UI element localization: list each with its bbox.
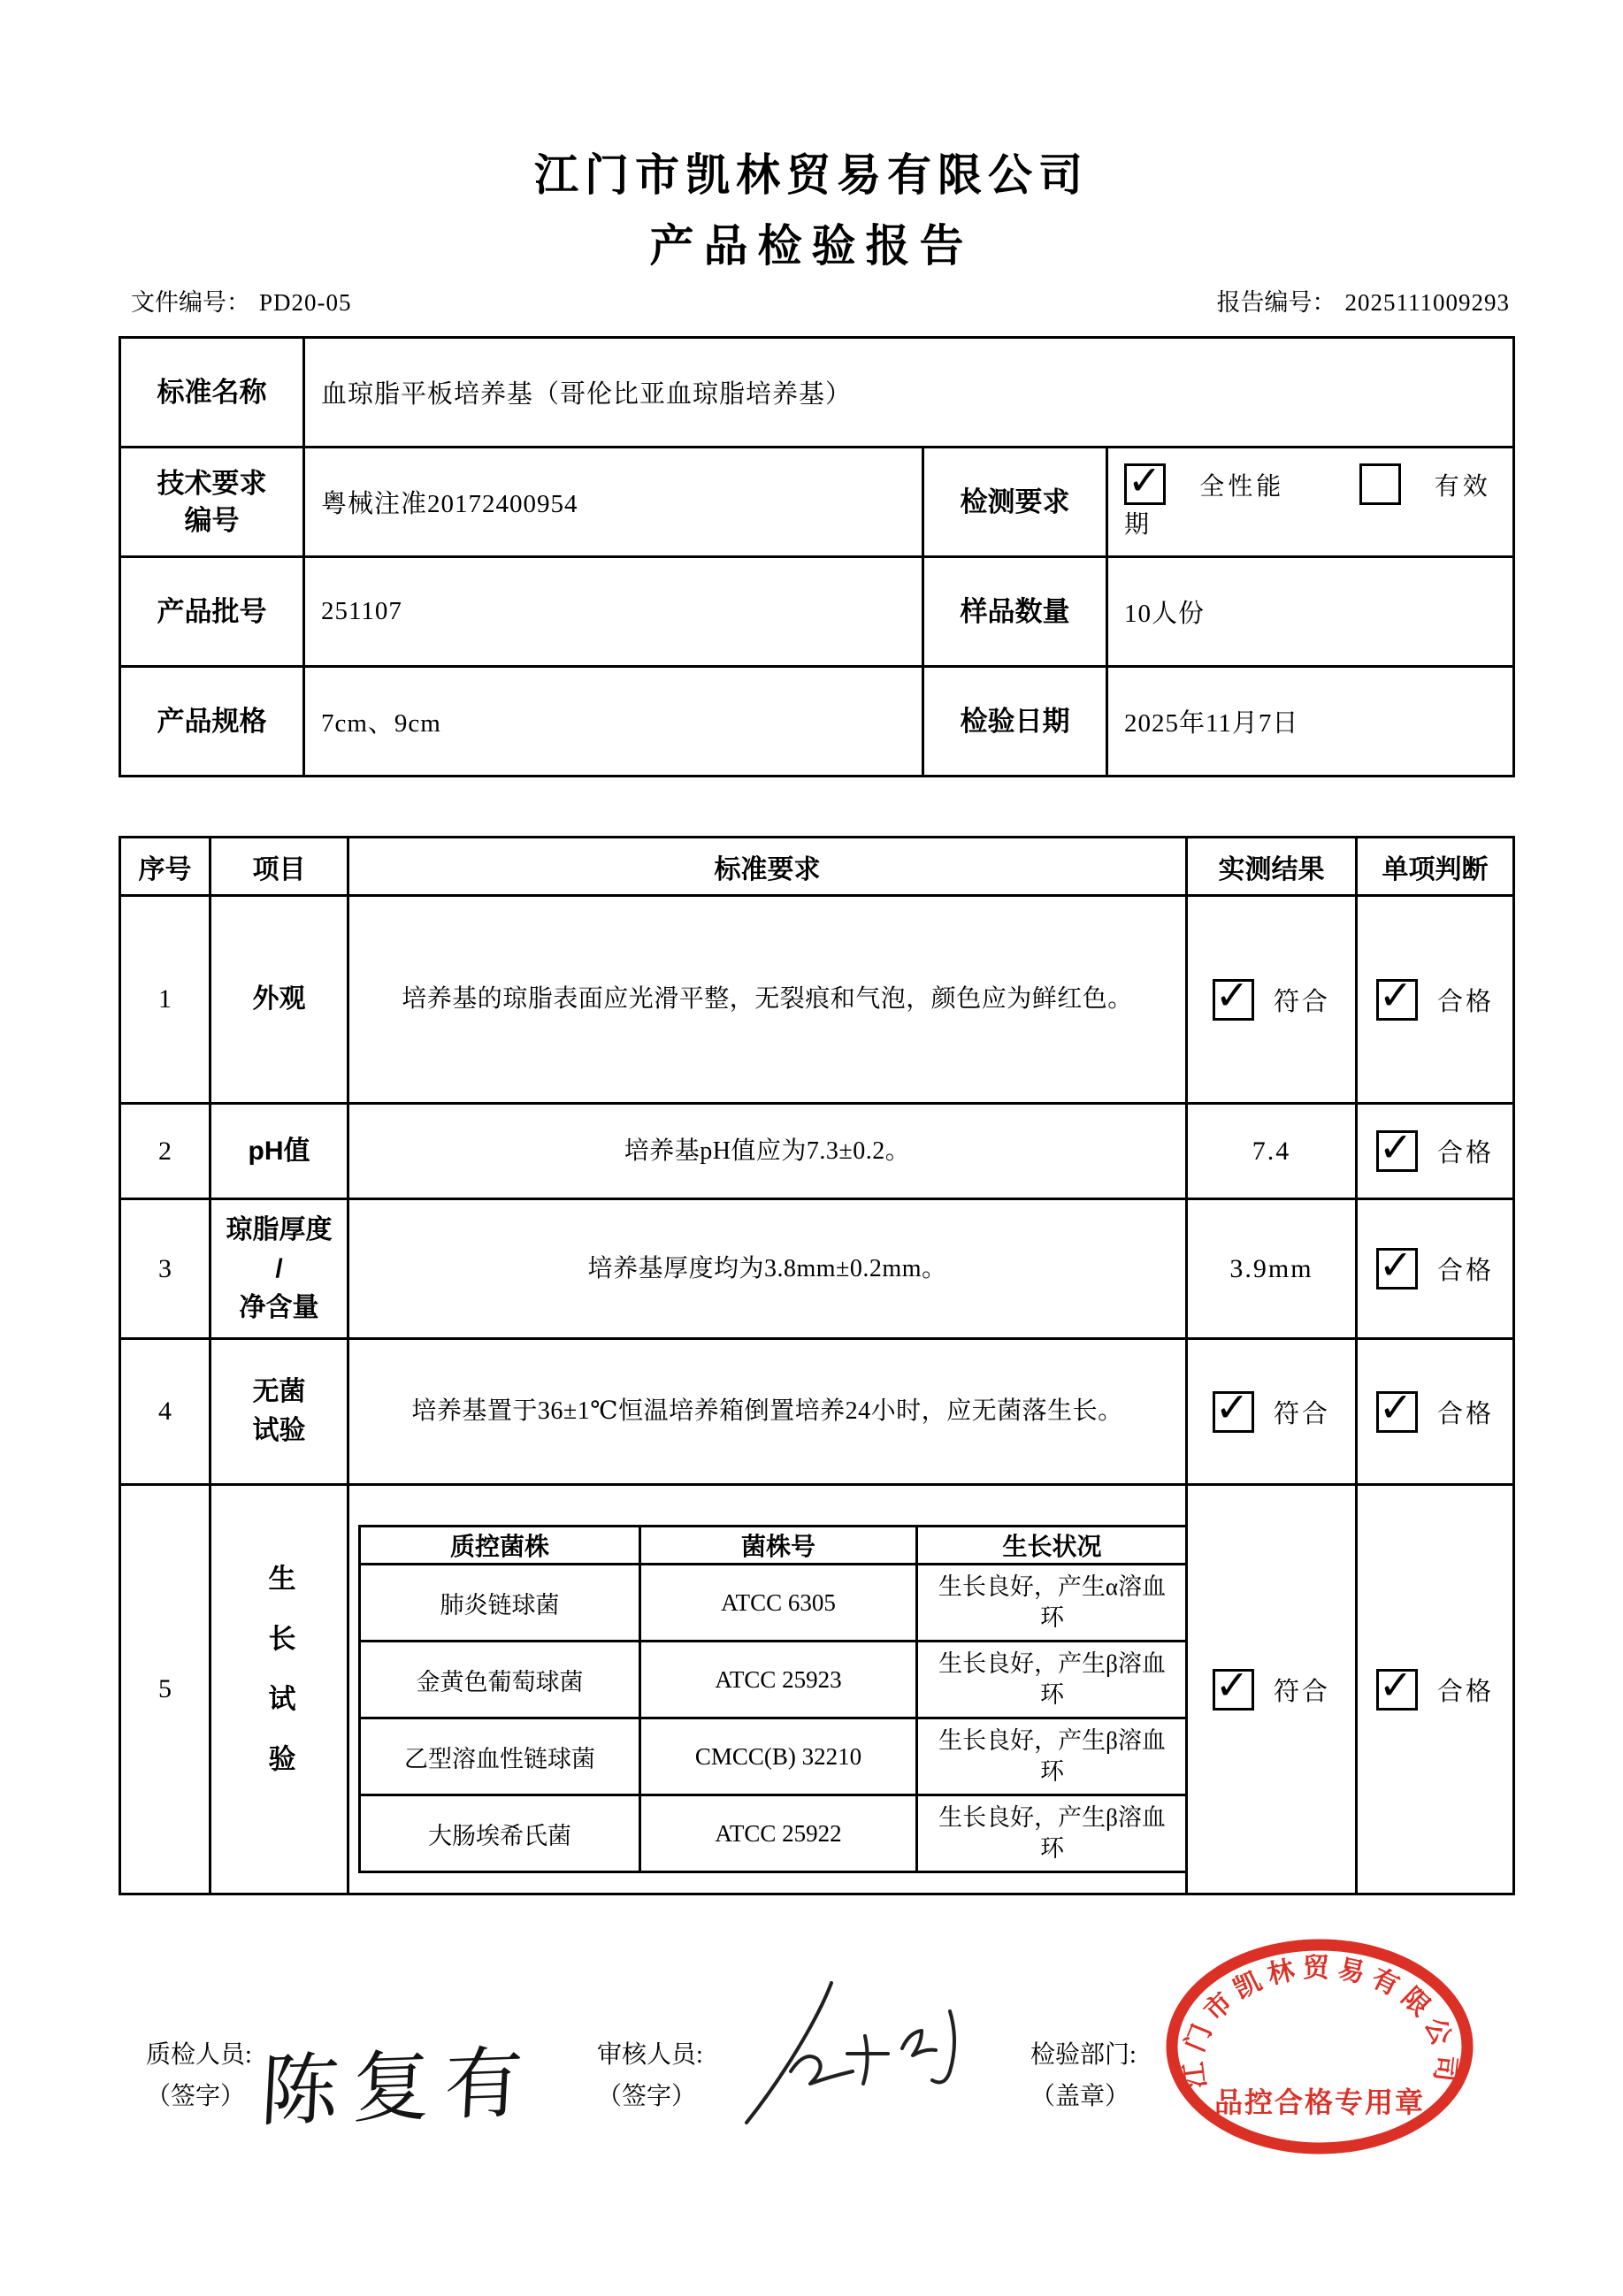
inspection-date-value: 2025年11月7日 (1107, 667, 1514, 777)
document-number-value: PD20-05 (259, 289, 352, 316)
strain-name: 金黄色葡萄球菌 (360, 1642, 640, 1718)
growth-test-table (358, 1525, 1187, 1873)
reviewer-label: 审核人员: (597, 2041, 703, 2069)
report-number-label: 报告编号： (1216, 289, 1336, 316)
row1-item: 外观 (211, 896, 348, 1104)
row1-result-checkbox[interactable] (1213, 971, 1254, 1021)
col-header-item: 项目 (211, 838, 348, 896)
row5-result-text: 符合 (1273, 1677, 1330, 1706)
row1-no: 1 (120, 896, 211, 1104)
report-number-value: 2025111009293 (1344, 289, 1510, 316)
inspection-dept-sublabel: （盖章） (1030, 2083, 1130, 2110)
row3-item-line2: / (275, 1253, 283, 1283)
check-icon: ✓ (1378, 1383, 1416, 1431)
standard-name-value: 血琼脂平板培养基（哥伦比亚血琼脂培养基） (304, 338, 1514, 448)
stamp-arc-text: 江门市凯林贸易有限公司 (1178, 1954, 1461, 2091)
table-row (120, 557, 1514, 667)
row4-result (1187, 1339, 1357, 1485)
row2-judgement-text: 合格 (1436, 1139, 1494, 1167)
growth-status: 生长良好，产生β溶血环 (917, 1718, 1187, 1795)
validity-period-label: 有效期 (1124, 472, 1491, 539)
tech-requirement-value: 粤械注准20172400954 (304, 448, 923, 557)
reviewer-block (597, 2034, 703, 2117)
growth-status: 生长良好，产生β溶血环 (917, 1642, 1187, 1718)
row3-item-line1: 琼脂厚度 (226, 1214, 333, 1244)
batch-number-value: 251107 (304, 557, 923, 667)
growth-row (360, 1642, 1187, 1718)
check-icon: ✓ (1214, 1383, 1252, 1431)
growth-col-strain: 质控菌株 (360, 1527, 640, 1565)
row4-no: 4 (120, 1339, 211, 1485)
row3-item (211, 1199, 348, 1339)
check-icon: ✓ (1378, 1240, 1416, 1289)
strain-number: ATCC 25923 (640, 1642, 917, 1718)
row4-judgement (1357, 1339, 1514, 1485)
row4-result-checkbox[interactable] (1213, 1383, 1254, 1433)
product-info-table (119, 336, 1515, 777)
row1-requirement: 培养基的琼脂表面应光滑平整，无裂痕和气泡，颜色应为鲜红色。 (348, 896, 1187, 1104)
validity-period-checkbox[interactable] (1359, 463, 1401, 505)
growth-row (360, 1795, 1187, 1872)
row1-judgement-text: 合格 (1436, 987, 1494, 1016)
page-title: 产品检验报告 (649, 221, 974, 271)
table-row (120, 1485, 1514, 1894)
tech-requirement-label-text: 技术要求编号 (157, 467, 267, 536)
row3-judgement-text: 合格 (1436, 1257, 1494, 1285)
strain-name: 大肠埃希氏菌 (360, 1795, 640, 1872)
sample-quantity-value: 10人份 (1107, 557, 1514, 667)
col-header-requirement: 标准要求 (348, 838, 1187, 896)
row2-no: 2 (120, 1104, 211, 1199)
row1-judgement-checkbox[interactable] (1376, 971, 1418, 1021)
table-row (120, 1339, 1514, 1485)
report-number (1217, 283, 1511, 318)
stamp-line-text: 品控合格专用章 (1213, 2086, 1426, 2118)
check-icon: ✓ (1127, 455, 1163, 504)
strain-name: 乙型溶血性链球菌 (360, 1718, 640, 1795)
row5-judgement-text: 合格 (1436, 1677, 1494, 1706)
table-row (120, 1199, 1514, 1339)
test-requirement-options (1107, 448, 1514, 557)
growth-col-strain-no: 菌株号 (640, 1527, 917, 1565)
row5-item (211, 1485, 348, 1894)
table-row (120, 338, 1514, 448)
row3-judgement (1357, 1199, 1514, 1339)
row1-result-text: 符合 (1273, 987, 1330, 1016)
product-spec-label: 产品规格 (120, 667, 304, 777)
row5-judgement-checkbox[interactable] (1376, 1661, 1418, 1711)
reviewer-sublabel: （签字） (597, 2083, 697, 2110)
table-row (120, 1104, 1514, 1199)
company-title: 江门市凯林贸易有限公司 (534, 150, 1089, 200)
qc-signer-sublabel: （签字） (146, 2083, 246, 2110)
check-icon: ✓ (1214, 1661, 1252, 1709)
full-performance-checkbox[interactable] (1124, 455, 1166, 505)
row5-item-text: 生长试验 (264, 1563, 295, 1804)
table-row (120, 667, 1514, 777)
sample-quantity-label: 样品数量 (923, 557, 1107, 667)
strain-number: ATCC 6305 (640, 1565, 917, 1642)
inspection-dept-label: 检验部门: (1030, 2041, 1137, 2069)
qc-signer-label: 质检人员: (146, 2041, 252, 2069)
growth-row (360, 1565, 1187, 1642)
tech-requirement-label (120, 448, 304, 557)
batch-number-label: 产品批号 (120, 557, 304, 667)
test-requirement-label: 检测要求 (923, 448, 1107, 557)
full-performance-label: 全性能 (1199, 472, 1285, 501)
col-header-judgement: 单项判断 (1357, 838, 1514, 896)
row4-judgement-text: 合格 (1436, 1399, 1494, 1428)
row2-judgement (1357, 1104, 1514, 1199)
check-icon: ✓ (1378, 971, 1416, 1019)
growth-col-status: 生长状况 (917, 1527, 1187, 1565)
check-icon: ✓ (1214, 971, 1252, 1019)
row5-judgement (1357, 1485, 1514, 1894)
row3-item-line3: 净含量 (239, 1292, 319, 1322)
inspection-dept-block (1030, 2034, 1137, 2117)
reviewer-signature (736, 1979, 1001, 2139)
table-row (120, 448, 1514, 557)
row5-no: 5 (120, 1485, 211, 1894)
row5-result-checkbox[interactable] (1213, 1661, 1254, 1711)
qc-signer-block (146, 2034, 252, 2117)
row2-item: pH值 (211, 1104, 348, 1199)
table-row (120, 896, 1514, 1104)
strain-number: ATCC 25922 (640, 1795, 917, 1872)
product-spec-value: 7cm、9cm (304, 667, 923, 777)
row4-item-text: 无菌试验 (252, 1377, 306, 1445)
row2-judgement-checkbox[interactable] (1376, 1122, 1418, 1172)
document-number (131, 283, 352, 318)
row3-requirement: 培养基厚度均为3.8mm±0.2mm。 (348, 1199, 1187, 1339)
table-header-row (120, 838, 1514, 896)
inspection-result-table (119, 836, 1515, 1895)
inspection-date-label: 检验日期 (923, 667, 1107, 777)
row2-requirement: 培养基pH值应为7.3±0.2。 (348, 1104, 1187, 1199)
row4-item (211, 1339, 348, 1485)
row3-judgement-checkbox[interactable] (1376, 1240, 1418, 1290)
standard-name-label: 标准名称 (120, 338, 304, 448)
growth-status: 生长良好，产生α溶血环 (917, 1565, 1187, 1642)
col-header-no: 序号 (120, 838, 211, 896)
growth-header-row (360, 1527, 1187, 1565)
row4-requirement: 培养基置于36±1℃恒温培养箱倒置培养24小时，应无菌落生长。 (348, 1339, 1187, 1485)
growth-row (360, 1718, 1187, 1795)
row4-result-text: 符合 (1273, 1399, 1330, 1428)
row1-judgement (1357, 896, 1514, 1104)
col-header-result: 实测结果 (1187, 838, 1357, 896)
strain-number: CMCC(B) 32210 (640, 1718, 917, 1795)
row2-result: 7.4 (1187, 1104, 1357, 1199)
row4-judgement-checkbox[interactable] (1376, 1383, 1418, 1433)
row5-result (1187, 1485, 1357, 1894)
row3-no: 3 (120, 1199, 211, 1339)
row1-result (1187, 896, 1357, 1104)
document-number-label: 文件编号： (131, 289, 250, 316)
row3-result: 3.9mm (1187, 1199, 1357, 1339)
check-icon: ✓ (1378, 1661, 1416, 1709)
growth-status: 生长良好，产生β溶血环 (917, 1795, 1187, 1872)
row5-requirement (348, 1485, 1187, 1894)
strain-name: 肺炎链球菌 (360, 1565, 640, 1642)
company-stamp (1160, 1933, 1479, 2163)
check-icon: ✓ (1378, 1122, 1416, 1171)
qc-signature: 陈复有 (258, 2040, 540, 2137)
